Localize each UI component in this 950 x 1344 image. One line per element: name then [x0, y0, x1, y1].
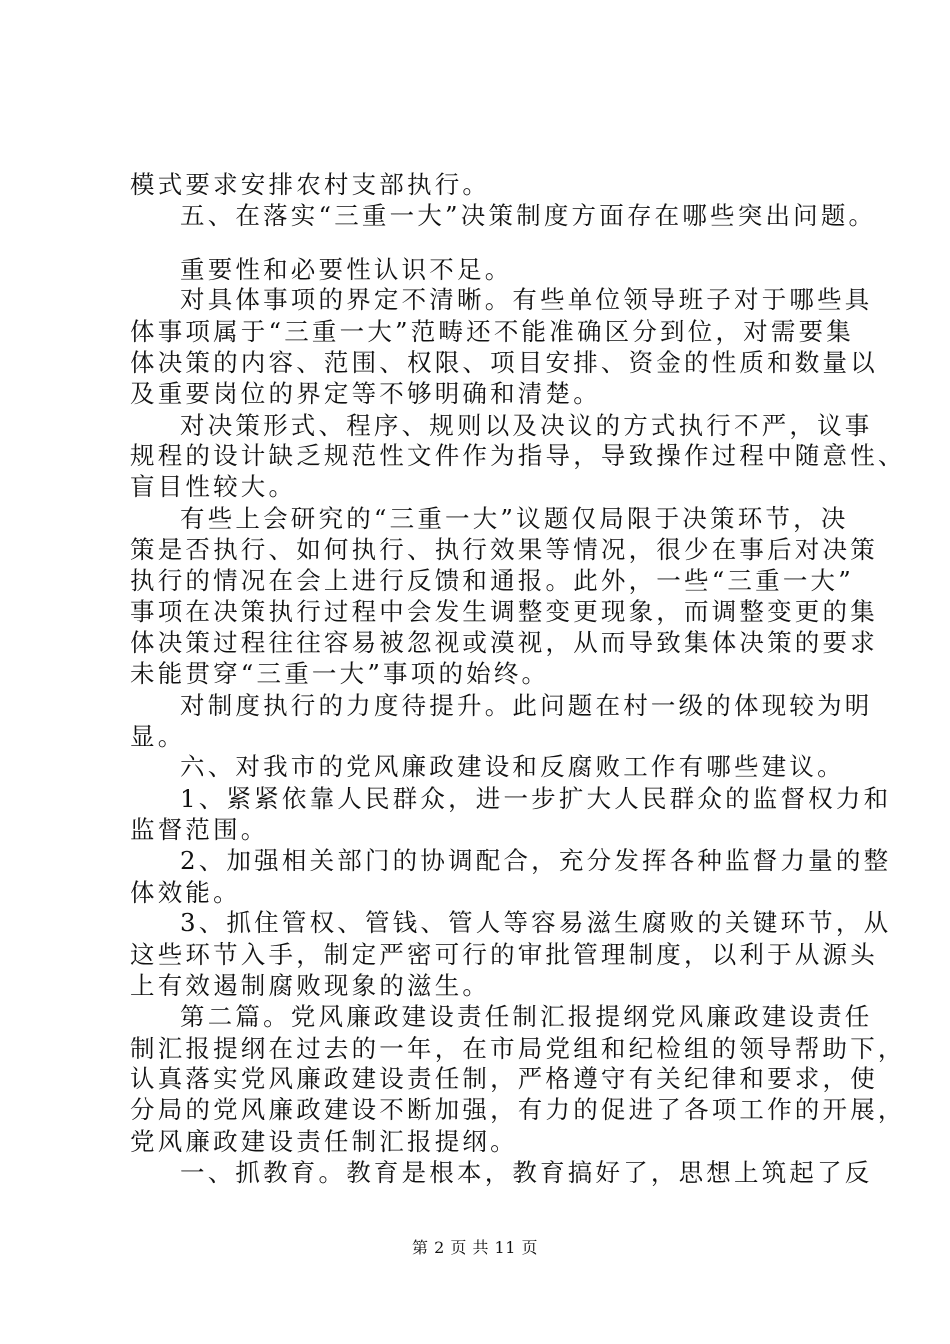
- text-line: 对具体事项的界定不清晰。有些单位领导班子对于哪些具: [180, 285, 873, 314]
- text-line: 上有效遏制腐败现象的滋生。: [130, 971, 491, 1000]
- list-item: 2、加强相关部门的协调配合，充分发挥各种监督力量的整: [180, 846, 892, 875]
- text-line: 未能贯穿“三重一大”事项的始终。: [130, 659, 550, 688]
- section-heading: 五、在落实“三重一大”决策制度方面存在哪些突出问题。: [180, 201, 877, 230]
- page-number: 第 2 页 共 11 页: [412, 1238, 538, 1257]
- text-line: 监督范围。: [130, 815, 269, 844]
- text-line: 党风廉政建设责任制汇报提纲。: [130, 1127, 518, 1156]
- text-line: 体事项属于“三重一大”范畴还不能准确区分到位，对需要集: [130, 317, 854, 346]
- text-line: 执行的情况在会上进行反馈和通报。此外，一些“三重一大”: [130, 566, 854, 595]
- list-item: 3、抓住管权、管钱、管人等容易滋生腐败的关键环节，从: [180, 908, 892, 937]
- text-line: 第二篇。党风廉政建设责任制汇报提纲党风廉政建设责任: [180, 1002, 873, 1031]
- section-heading: 六、对我市的党风廉政建设和反腐败工作有哪些建议。: [180, 752, 845, 781]
- text-line: 体决策过程往往容易被忽视或漠视，从而导致集体决策的要求: [130, 628, 878, 657]
- text-line: 重要性和必要性认识不足。: [180, 255, 513, 284]
- text-line: 制汇报提纲在过去的一年，在市局党组和纪检组的领导帮助下，: [130, 1034, 906, 1063]
- text-line: 模式要求安排农村支部执行。: [130, 170, 491, 199]
- text-line: 一、抓教育。教育是根本，教育搞好了，思想上筑起了反: [180, 1158, 873, 1187]
- text-line: 规程的设计缺乏规范性文件作为指导，导致操作过程中随意性、: [130, 441, 906, 470]
- text-line: 体效能。: [130, 878, 241, 907]
- text-line: 认真落实党风廉政建设责任制，严格遵守有关纪律和要求，使: [130, 1064, 878, 1093]
- text-line: 有些上会研究的“三重一大”议题仅局限于决策环节，决: [180, 504, 849, 533]
- text-line: 分局的党风廉政建设不断加强，有力的促进了各项工作的开展，: [130, 1095, 906, 1124]
- text-line: 这些环节入手，制定严密可行的审批管理制度，以利于从源头: [130, 940, 878, 969]
- text-line: 事项在决策执行过程中会发生调整变更现象，而调整变更的集: [130, 597, 878, 626]
- text-line: 及重要岗位的界定等不够明确和清楚。: [130, 379, 601, 408]
- text-line: 体决策的内容、范围、权限、项目安排、资金的性质和数量以: [130, 348, 878, 377]
- text-line: 策是否执行、如何执行、执行效果等情况，很少在事后对决策: [130, 535, 878, 564]
- text-line: 显。: [130, 722, 186, 751]
- text-line: 盲目性较大。: [130, 472, 297, 501]
- text-line: 对制度执行的力度待提升。此问题在村一级的体现较为明: [180, 691, 873, 720]
- list-item: 1、紧紧依靠人民群众，进一步扩大人民群众的监督权力和: [180, 784, 892, 813]
- text-line: 对决策形式、程序、规则以及决议的方式执行不严，议事: [180, 411, 873, 440]
